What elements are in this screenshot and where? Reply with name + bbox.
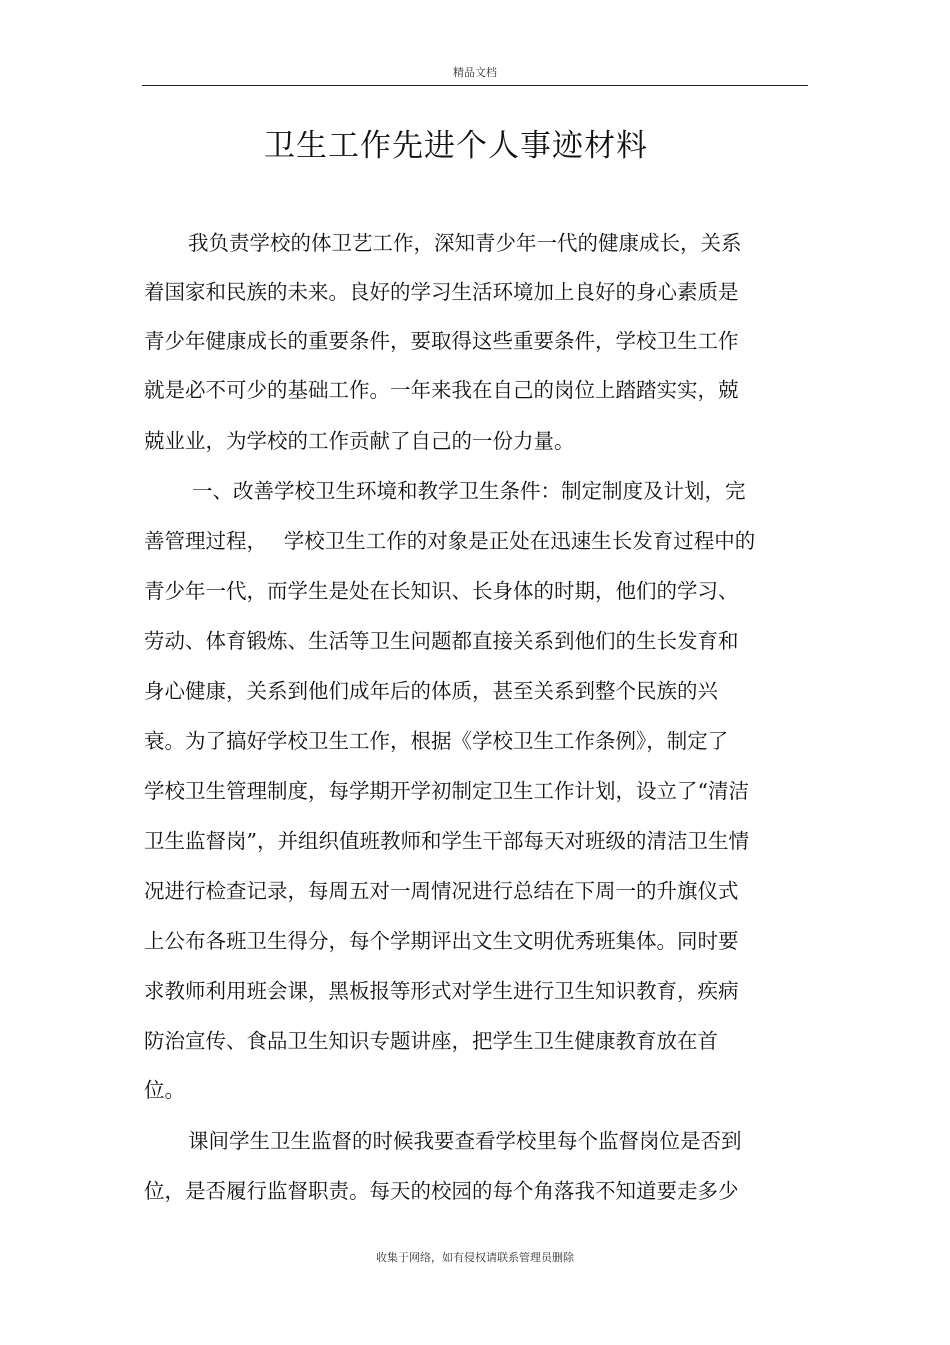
body-line: 身心健康，关系到他们成年后的体质，甚至关系到整个民族的兴 xyxy=(144,679,718,703)
header-divider xyxy=(142,85,808,86)
body-line: 就是必不可少的基础工作。一年来我在自己的岗位上踏踏实实，兢 xyxy=(144,378,739,402)
body-line: 求教师利用班会课，黑板报等形式对学生进行卫生知识教育，疾病 xyxy=(144,979,739,1003)
body-line: 衰。为了搞好学校卫生工作，根据《学校卫生工作条例》，制定了 xyxy=(144,729,729,753)
page-header: 精品文档 xyxy=(453,66,497,79)
body-line: 劳动、体育锻炼、生活等卫生问题都直接关系到他们的生长发育和 xyxy=(144,629,739,653)
body-line: 课间学生卫生监督的时候我要查看学校里每个监督岗位是否到 xyxy=(188,1129,742,1153)
body-line: 着国家和民族的未来。良好的学习生活环境加上良好的身心素质是 xyxy=(144,280,739,304)
body-line: 善管理过程， 学校卫生工作的对象是正处在迅速生长发育过程中的 xyxy=(144,529,756,553)
body-line: 一、改善学校卫生环境和教学卫生条件：制定制度及计划，完 xyxy=(192,479,746,503)
body-line: 学校卫生管理制度，每学期开学初制定卫生工作计划，设立了“清洁 xyxy=(144,779,749,803)
document-title: 卫生工作先进个人事迹材料 xyxy=(264,128,648,164)
body-line: 位。 xyxy=(144,1078,185,1102)
body-line: 卫生监督岗”，并组织值班教师和学生干部每天对班级的清洁卫生情 xyxy=(144,829,749,853)
body-line: 兢业业，为学校的工作贡献了自己的一份力量。 xyxy=(144,429,575,453)
body-line: 况进行检查记录，每周五对一周情况进行总结在下周一的升旗仪式 xyxy=(144,879,739,903)
body-line: 青少年健康成长的重要条件，要取得这些重要条件，学校卫生工作 xyxy=(144,329,739,353)
body-line: 上公布各班卫生得分，每个学期评出文生文明优秀班集体。同时要 xyxy=(144,929,739,953)
body-line: 位，是否履行监督职责。每天的校园的每个角落我不知道要走多少 xyxy=(144,1179,739,1203)
page-footer: 收集于网络，如有侵权请联系管理员删除 xyxy=(376,1251,574,1264)
body-line: 防治宣传、食品卫生知识专题讲座，把学生卫生健康教育放在首 xyxy=(144,1029,718,1053)
body-line: 我负责学校的体卫艺工作，深知青少年一代的健康成长，关系 xyxy=(188,231,742,255)
body-line: 青少年一代，而学生是处在长知识、长身体的时期，他们的学习、 xyxy=(144,579,739,603)
